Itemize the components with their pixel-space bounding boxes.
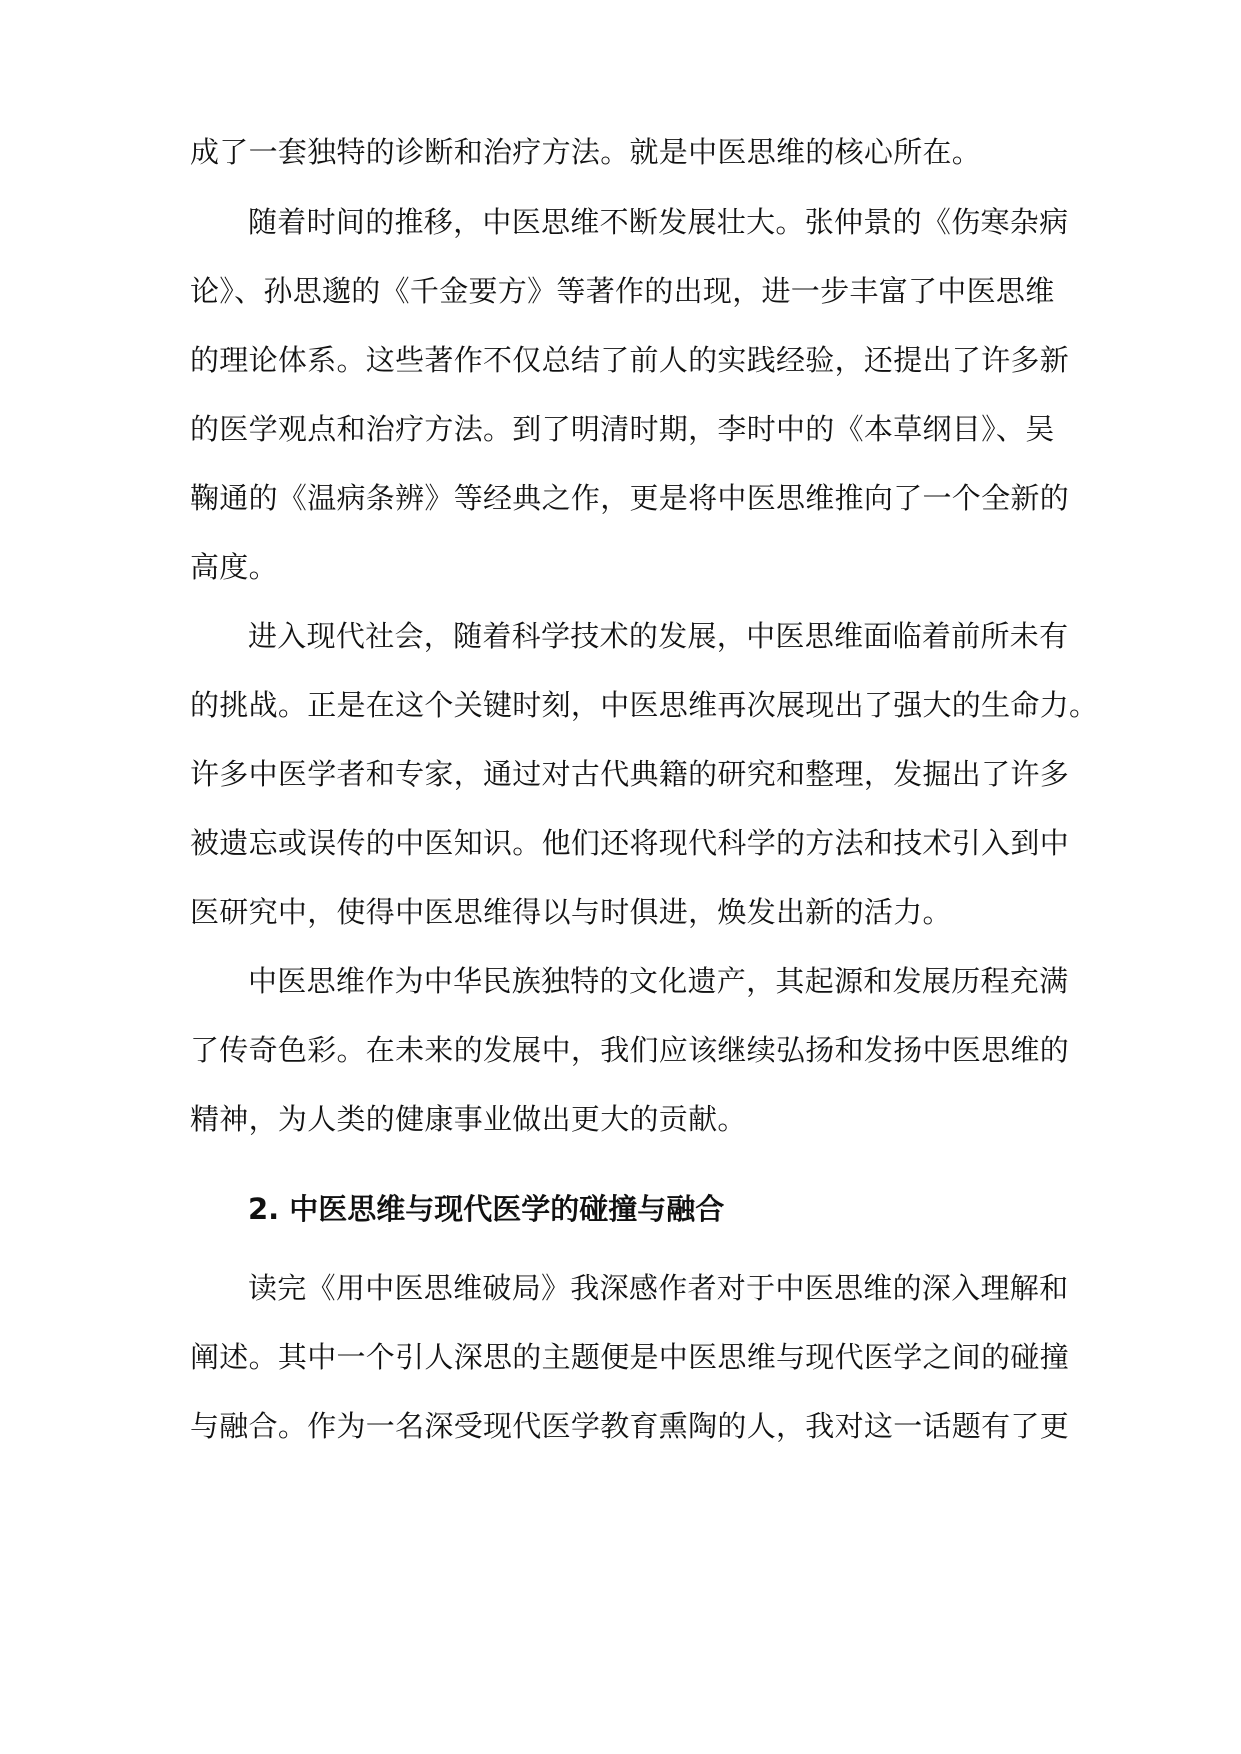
paragraph-line: 被遗忘或误传的中医知识。他们还将现代科学的方法和技术引入到中 <box>190 826 1070 860</box>
paragraph-line: 论》、孙思邈的《千金要方》等著作的出现，进一步丰富了中医思维 <box>190 274 1055 308</box>
paragraph-line: 与融合。作为一名深受现代医学教育熏陶的人，我对这一话题有了更 <box>190 1409 1070 1443</box>
paragraph-line: 鞠通的《温病条辨》等经典之作，更是将中医思维推向了一个全新的 <box>190 481 1070 515</box>
paragraph-line: 阐述。其中一个引人深思的主题便是中医思维与现代医学之间的碰撞 <box>190 1340 1070 1374</box>
paragraph-line: 成了一套独特的诊断和治疗方法。就是中医思维的核心所在。 <box>190 135 982 169</box>
paragraph-line: 精神，为人类的健康事业做出更大的贡献。 <box>190 1102 747 1136</box>
paragraph-line: 进入现代社会，随着科学技术的发展，中医思维面临着前所未有 <box>248 619 1069 653</box>
paragraph-line: 中医思维作为中华民族独特的文化遗产，其起源和发展历程充满 <box>248 964 1069 998</box>
paragraph-line: 的医学观点和治疗方法。到了明清时期，李时中的《本草纲目》、吴 <box>190 412 1055 446</box>
paragraph-line: 的挑战。正是在这个关键时刻，中医思维再次展现出了强大的生命力。 <box>190 688 1099 722</box>
paragraph-line: 许多中医学者和专家，通过对古代典籍的研究和整理，发掘出了许多 <box>190 757 1070 791</box>
section-heading: 2. 中医思维与现代医学的碰撞与融合 <box>248 1192 725 1226</box>
paragraph-line: 的理论体系。这些著作不仅总结了前人的实践经验，还提出了许多新 <box>190 343 1070 377</box>
paragraph-line: 高度。 <box>190 550 278 584</box>
paragraph-line: 读完《用中医思维破局》我深感作者对于中医思维的深入理解和 <box>248 1271 1069 1305</box>
paragraph-line: 了传奇色彩。在未来的发展中，我们应该继续弘扬和发扬中医思维的 <box>190 1033 1070 1067</box>
paragraph-line: 医研究中，使得中医思维得以与时俱进，焕发出新的活力。 <box>190 895 952 929</box>
paragraph-line: 随着时间的推移，中医思维不断发展壮大。张仲景的《伤寒杂病 <box>248 205 1069 239</box>
